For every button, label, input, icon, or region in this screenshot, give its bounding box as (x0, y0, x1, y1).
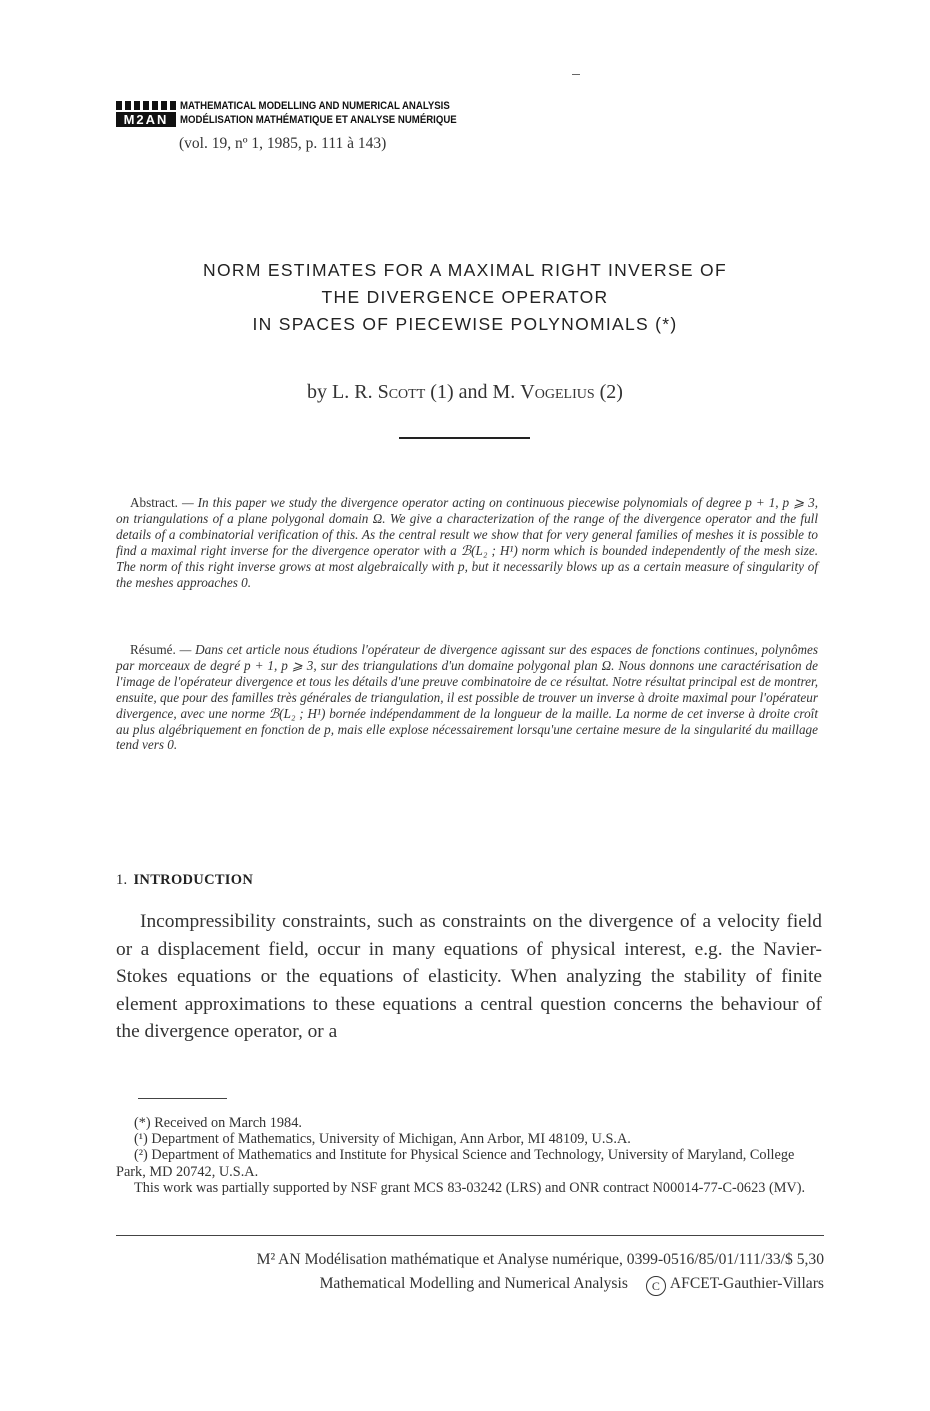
title-separator-rule (399, 437, 530, 439)
footnote-2: (²) Department of Mathematics and Institute for Physical Science and Technology, University of Maryland, College Park, MD 20742, U.S.A. (116, 1147, 795, 1180)
footnotes (116, 1115, 824, 1196)
abstract-block (116, 495, 818, 590)
footnote-received: (*) Received on March 1984. (134, 1115, 302, 1131)
resume-text: — Dans cet article nous étudions l'opérateur de divergence agissant sur des espaces de fonctions continues, polynômes par morceaux de degré p + 1, p ⩾ 3, sur des triangulations d'un domaine polygonal plan Ω. Nous donnons une caractérisation de l'image de l'opérateur divergence et tous les détails d'une preuve combinatoire de ce résultat. Notre résultat principal est de montrer, ensuite, que pour des familles très générales de triangulation, il est possible de trouver un inverse à droite maximal pour l'opérateur divergence, avec une norme ℬ(L₂ ; H¹) bornée indépendamment de la longueur de la maille. La norme de cet inverse à droite croît au plus algébriquement en fonction de p, mais elle explose nécessairement lorsqu'une certaine mesure de la singularité du maillage tend vers 0. (116, 642, 818, 753)
section-heading: 1. INTRODUCTION (116, 872, 254, 888)
footnote-support: This work was partially supported by NSF grant MCS 83-03242 (LRS) and ONR contract N00014-77-C-0623 (MV). (134, 1179, 806, 1196)
intro-paragraph: Incompressibility constraints, such as constraints on the divergence of a velocity field or a displacement field, occur in many equations of physical interest, e.g. the Navier-Stokes equations or the equations of elasticity. When analyzing the stability of finite element approximations to these equations a central question concerns the behaviour of the divergence operator, or a (116, 911, 822, 1043)
paper-title-line-1: NORM ESTIMATES FOR A MAXIMAL RIGHT INVERSE OF (203, 260, 727, 280)
abstract-text: — In this paper we study the divergence operator acting on continuous piecewise polynomials of degree p + 1, p ⩾ 3, on triangulations of a plane polygonal domain Ω. We give a characterization of the range of the divergence operator and the full details of a combinatorial verification of this. As the central result we show that for very general families of meshes it is possible to find a maximal right inverse for the divergence operator with a ℬ(L₂ ; H¹) norm which is bounded independently of the mesh size. The norm of this right inverse grows at most algebraically with p, but it necessarily blows up as a certain measure of singularity of the meshes approaches 0. (116, 495, 819, 590)
journal-name-english: MATHEMATICAL MODELLING AND NUMERICAL ANALYSIS (180, 100, 450, 112)
journal-name-french: MODÉLISATION MATHÉMATIQUE ET ANALYSE NUMÉRIQUE (180, 114, 457, 126)
abstract-label: Abstract. (130, 495, 178, 510)
resume-label: Résumé. (130, 642, 176, 657)
footnote-1: (¹) Department of Mathematics, University of Michigan, Ann Arbor, MI 48109, U.S.A. (134, 1131, 631, 1148)
author-2-name: Vogelius (520, 381, 595, 403)
stray-mark (572, 74, 580, 75)
journal-logo: M2AN (116, 101, 176, 127)
author-1-name: Scott (377, 381, 426, 403)
footer-publisher-line: Mathematical Modelling and Numerical Analysis C AFCET-Gauthier-Villars (320, 1275, 824, 1296)
paper-title-line-3: IN SPACES OF PIECEWISE POLYNOMIALS (*) (252, 314, 678, 334)
author-byline: by L. R. Scott (1) and M. Vogelius (2) (307, 381, 623, 403)
copyright-icon: C (646, 1276, 666, 1296)
paper-title-line-2: THE DIVERGENCE OPERATOR (321, 287, 609, 307)
footnote-rule (138, 1098, 227, 1099)
footer-journal-line: M² AN Modélisation mathématique et Analyse numérique, 0399-0516/85/01/111/33/$ 5,30 (256, 1251, 824, 1268)
resume-block (116, 642, 818, 753)
footer-rule (116, 1235, 824, 1236)
volume-info: (vol. 19, nº 1, 1985, p. 111 à 143) (179, 135, 387, 152)
body-text (116, 908, 822, 1046)
